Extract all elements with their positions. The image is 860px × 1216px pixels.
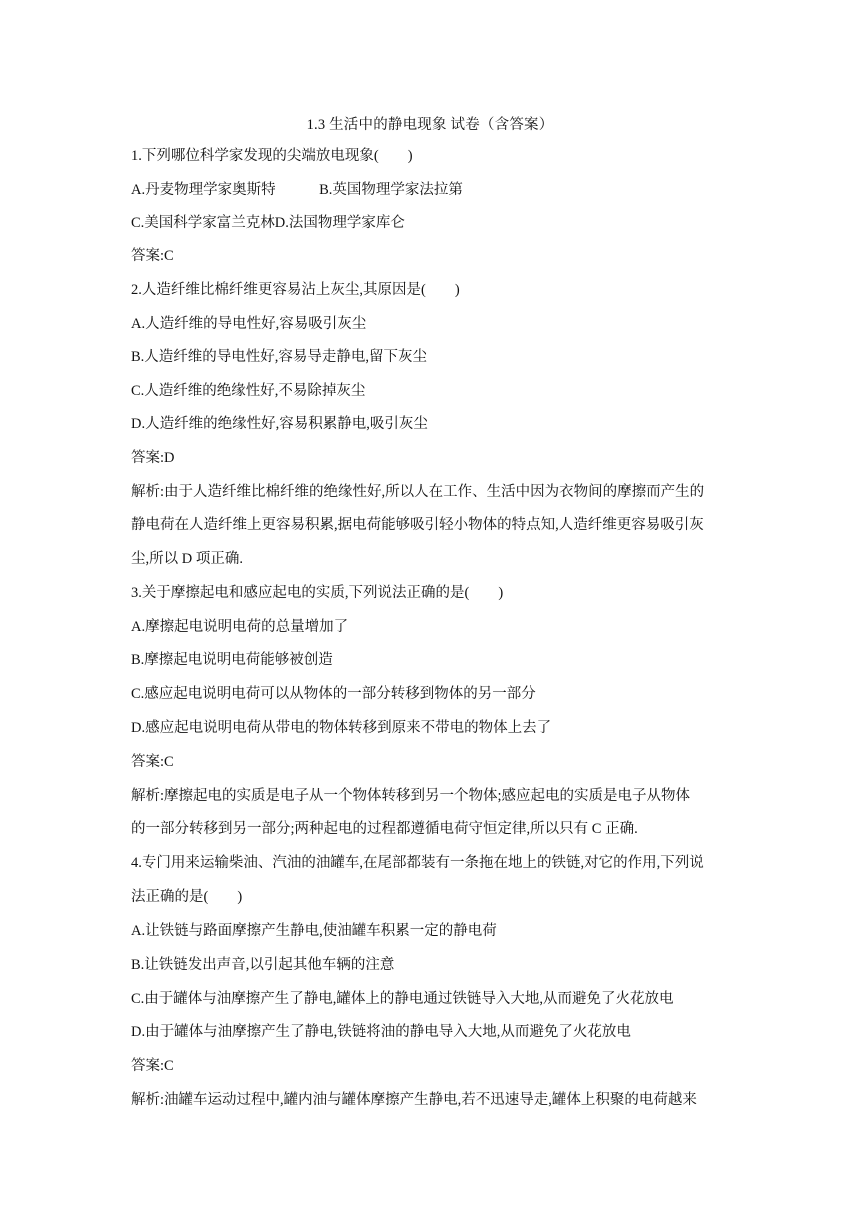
q3-option-d: D.感应起电说明电荷从带电的物体转移到原来不带电的物体上去了 xyxy=(131,720,552,736)
q4-option-d: D.由于罐体与油摩擦产生了静电,铁链将油的静电导入大地,从而避免了火花放电 xyxy=(131,1024,631,1040)
q4-option-b: B.让铁链发出声音,以引起其他车辆的注意 xyxy=(131,957,395,973)
q2-stem: 2.人造纤维比棉纤维更容易沾上灰尘,其原因是( ) xyxy=(131,282,460,298)
q3-option-c: C.感应起电说明电荷可以从物体的一部分转移到物体的另一部分 xyxy=(131,686,536,702)
q4-stem-line-1: 4.专门用来运输柴油、汽油的油罐车,在尾部都装有一条拖在地上的铁链,对它的作用,下列说 xyxy=(131,855,704,871)
q3-answer: 答案:C xyxy=(131,754,174,770)
q3-option-a: A.摩擦起电说明电荷的总量增加了 xyxy=(131,619,349,635)
q4-explanation-line-1: 解析:油罐车运动过程中,罐内油与罐体摩擦产生静电,若不迅速导走,罐体上积聚的电荷越来 xyxy=(131,1092,697,1108)
q1-answer: 答案:C xyxy=(131,248,174,264)
q1-stem: 1.下列哪位科学家发现的尖端放电现象( ) xyxy=(131,148,413,164)
q2-explanation-line-3: 尘,所以 D 项正确. xyxy=(131,551,243,567)
q1-options-cd: C.美国科学家富兰克林D.法国物理学家库仑 xyxy=(131,215,405,231)
q2-option-c: C.人造纤维的绝缘性好,不易除掉灰尘 xyxy=(131,383,366,399)
q2-explanation-line-1: 解析:由于人造纤维比棉纤维的绝缘性好,所以人在工作、生活中因为衣物间的摩擦而产生的 xyxy=(131,484,705,500)
q3-option-b: B.摩擦起电说明电荷能够被创造 xyxy=(131,652,333,668)
q4-answer: 答案:C xyxy=(131,1058,174,1074)
q2-answer: 答案:D xyxy=(131,450,175,466)
document-title: 1.3 生活中的静电现象 试卷（含答案） xyxy=(306,117,554,133)
q4-option-a: A.让铁链与路面摩擦产生静电,使油罐车积累一定的静电荷 xyxy=(131,923,497,939)
q4-option-c: C.由于罐体与油摩擦产生了静电,罐体上的静电通过铁链导入大地,从而避免了火花放电 xyxy=(131,991,674,1007)
q2-explanation-line-2: 静电荷在人造纤维上更容易积累,据电荷能够吸引轻小物体的特点知,人造纤维更容易吸引灰 xyxy=(131,517,704,533)
q3-explanation-line-2: 的一部分转移到另一部分;两种起电的过程都遵循电荷守恒定律,所以只有 C 正确. xyxy=(131,821,638,837)
q2-option-b: B.人造纤维的导电性好,容易导走静电,留下灰尘 xyxy=(131,349,428,365)
q3-stem: 3.关于摩擦起电和感应起电的实质,下列说法正确的是( ) xyxy=(131,585,504,601)
q4-stem-line-2: 法正确的是( ) xyxy=(131,889,243,905)
q2-option-d: D.人造纤维的绝缘性好,容易积累静电,吸引灰尘 xyxy=(131,416,428,432)
q2-option-a: A.人造纤维的导电性好,容易吸引灰尘 xyxy=(131,316,367,332)
q3-explanation-line-1: 解析:摩擦起电的实质是电子从一个物体转移到另一个物体;感应起电的实质是电子从物体 xyxy=(131,788,691,804)
q1-options-ab: A.丹麦物理学家奥斯特 B.英国物理学家法拉第 xyxy=(131,182,463,198)
